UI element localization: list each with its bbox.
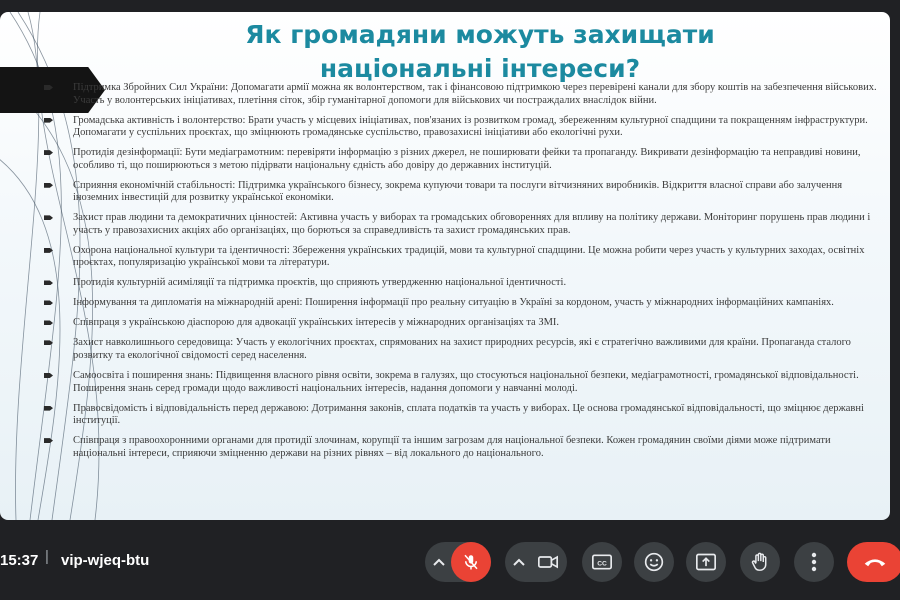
- bullet-text: Самоосвіта і поширення знань: Підвищення власного рівня освіти, зокрема в галузях, що стосуються національної безпеки, медіаграмотності, громадянської відповідальності. Поширення знань серед громади щодо важливості національних інтересів, надання допомоги у навчанні молоді.: [73, 370, 859, 394]
- slide-bullet-list: [44, 82, 884, 468]
- bullet-text: Інформування та дипломатія на міжнародній арені: Поширення інформації про реальну ситуацію в Україні за кордоном, участь у міжнародних інформаційних кампаніях.: [73, 297, 834, 309]
- bullet-item: [44, 337, 884, 362]
- bullet-text: Захист навколишнього середовища: Участь у екологічних проєктах, спрямованих на захист природних ресурсів, які є стратегічно важливими для країни. Пропаганда сталого розвитку та екологічної свідомості серед населення.: [73, 337, 851, 362]
- bullet-text: Протидія культурній асиміляції та підтримка проєктів, що сприяють утвердженню національної ідентичності.: [73, 277, 567, 289]
- arrow-bullet-icon: [44, 280, 53, 285]
- arrow-bullet-icon: [44, 300, 53, 305]
- present-screen-button[interactable]: [686, 542, 726, 582]
- bullet-text: Підтримка Збройних Сил України: Допомагати армії можна як волонтерством, так і фінансовою підтримкою через перевірені канали для збору коштів на забезпечення військових. Участь у волонтерських ініціативах, плетіння сіток, збір гуманітарної допомоги для військових чи постраждалих внаслідок війни.: [73, 82, 877, 106]
- slide-title-line-1: Як громадяни можуть захищати: [245, 20, 715, 49]
- bullet-item: [44, 245, 884, 270]
- end-call-icon: [863, 556, 887, 568]
- more-options-button[interactable]: [794, 542, 834, 582]
- bullet-item: [44, 370, 884, 395]
- arrow-bullet-icon: [44, 118, 53, 123]
- captions-icon: [592, 554, 612, 570]
- meeting-clock: 15:37: [0, 552, 39, 569]
- mic-off-icon: [462, 553, 480, 571]
- arrow-bullet-icon: [44, 340, 53, 345]
- camera-icon: [538, 554, 558, 570]
- bullet-item: [44, 435, 884, 460]
- bullet-item: [44, 212, 884, 237]
- arrow-bullet-icon: [44, 150, 53, 155]
- more-vert-icon: [811, 552, 817, 572]
- emoji-icon: [644, 552, 664, 572]
- bullet-text: Громадська активність і волонтерство: Брати участь у місцевих ініціативах, пов'язаних із розвитком громад, збереженням культурної спадщини та покращенням інфраструктури. Допомагати у суспільних проєктах, що зміцнюють громадянське суспільство, правозахисні ініціативи або екологічні рухи.: [73, 114, 868, 139]
- slide-title: [150, 18, 810, 86]
- bullet-item: [44, 82, 884, 107]
- leave-call-button[interactable]: [847, 542, 900, 582]
- present-screen-icon: [696, 553, 716, 571]
- bullet-text: Протидія дезінформації: Бути медіаграмотним: перевіряти інформацію з різних джерел, не поширювати фейки та пропаганду. Викривати дезінформацію та неправдиві новини, особливо ті, що поширюються з метою підірвати національну єдність або довіру до державних інституцій.: [73, 147, 861, 171]
- bullet-item: [44, 115, 884, 140]
- arrow-bullet-icon: [44, 373, 53, 378]
- meeting-info-divider: |: [45, 548, 49, 565]
- bullet-text: Охорона національної культури та ідентичності: Збереження українських традицій, мови та культурної спадщини. Це можна робити через участь у культурних заходах, освітніх проєктах, популяризацію української мови та літератури.: [73, 244, 865, 269]
- bullet-text: Захист прав людини та демократичних цінностей: Активна участь у виборах та громадських обговореннях для впливу на політику держави. Моніторинг порушень прав людини і участь у правозахисних акціях або організаціях, що борються за справедливість та захист громадянських прав.: [73, 212, 871, 236]
- chevron-up-icon: [433, 558, 445, 566]
- arrow-bullet-icon: [44, 183, 53, 188]
- bullet-text: Співпраця з правоохоронними органами для протидії злочинам, корупції та іншим загрозам для національної безпеки. Кожен громадянин своїми діями може підтримати національні інтереси, сприяючи зміцненню держави на різних рівнях – від локального до національного.: [73, 435, 831, 459]
- camera-toggle-button[interactable]: [528, 542, 568, 582]
- chevron-up-icon: [513, 558, 525, 566]
- bullet-item: [44, 180, 884, 205]
- bullet-item: [44, 317, 884, 330]
- arrow-bullet-icon: [44, 85, 53, 90]
- arrow-bullet-icon: [44, 320, 53, 325]
- presentation-slide: [0, 12, 890, 520]
- slide-title-line-2: національні інтереси?: [319, 54, 641, 83]
- arrow-bullet-icon: [44, 215, 53, 220]
- bullet-item: [44, 297, 884, 310]
- meeting-control-bar: [0, 528, 900, 600]
- raise-hand-icon: [751, 552, 769, 572]
- captions-button[interactable]: [582, 542, 622, 582]
- svg-text:CC: CC: [597, 560, 607, 568]
- microphone-toggle-button[interactable]: [451, 542, 491, 582]
- bullet-item: [44, 403, 884, 428]
- arrow-bullet-icon: [44, 248, 53, 253]
- bullet-item: [44, 277, 884, 290]
- bullet-text: Співпраця з українською діаспорою для адвокації українських інтересів у міжнародних організаціях та ЗМІ.: [73, 317, 560, 329]
- reactions-button[interactable]: [634, 542, 674, 582]
- bullet-item: [44, 147, 884, 172]
- audio-options-button[interactable]: [425, 542, 453, 582]
- bullet-text: Сприяння економічній стабільності: Підтримка українського бізнесу, зокрема купуючи товари та послуги вітчизняних виробників. Відкриття власної справи або залучення іноземних інвестицій для розвитку української економіки.: [73, 179, 843, 204]
- arrow-bullet-icon: [44, 406, 53, 411]
- meeting-code: vip-wjeq-btu: [61, 552, 150, 569]
- arrow-bullet-icon: [44, 438, 53, 443]
- raise-hand-button[interactable]: [740, 542, 780, 582]
- bullet-text: Правосвідомість і відповідальність перед державою: Дотримання законів, сплата податків та участь у виборах. Це основа громадянської відповідальності, що зміцнює державні інституції.: [73, 402, 864, 427]
